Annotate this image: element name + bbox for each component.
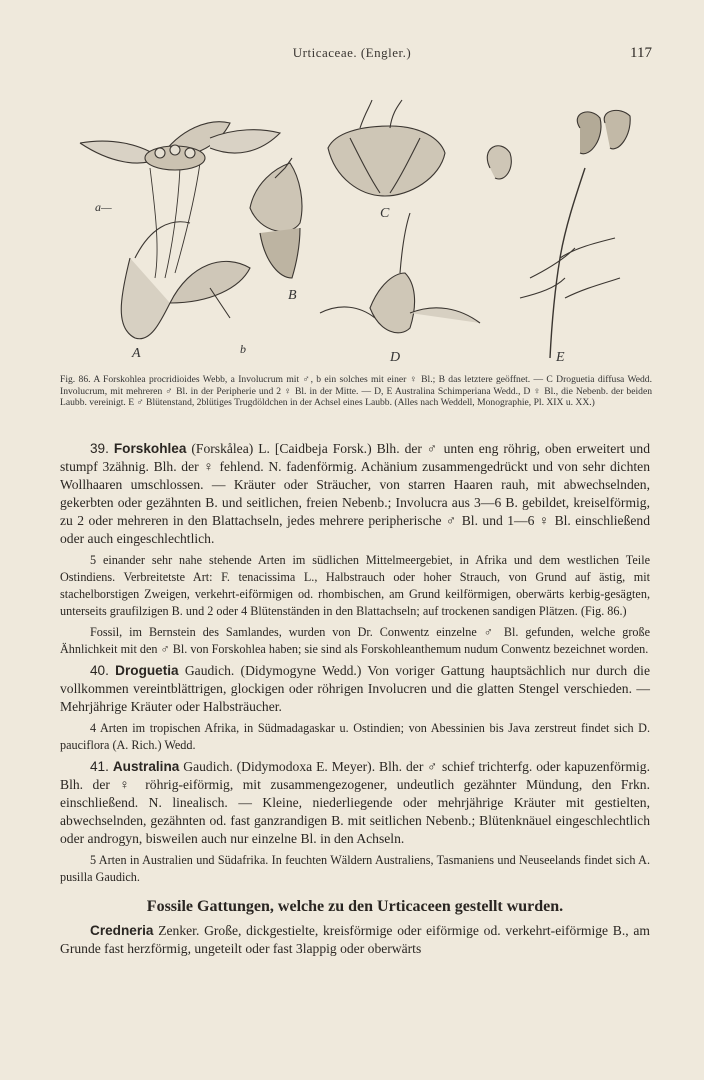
figure-label-C: C — [380, 206, 390, 221]
genus-entry-39 — [60, 440, 650, 548]
plant-d-drawing — [320, 213, 480, 333]
body-text — [60, 440, 650, 958]
figure-label-b: b — [240, 342, 246, 356]
genus-description: Gaudich. (Didymogyne Wedd.) Von voriger Gattung hauptsächlich nur durch die vollkommen vereintblättrigen, glockigen oder röhrigen Involucren und die glatten Stengel verschieden. — Mehrjährige Kräuter oder Halbsträucher. — [60, 663, 650, 714]
genus-name: Credneria — [90, 923, 154, 938]
figure-label-a: a— — [95, 200, 112, 214]
genus-name: Forskohlea — [113, 441, 187, 456]
figure-caption-text: Fig. 86. A Forskohlea procridioides Webb, a Involucrum mit ♂, b ein solches mit einer ♀ Bl.; B das letztere geöffnet. — C Droguetia diffusa Wedd. Involucrum, mit mehreren ♂ Bl. in der Peripherie und 2 ♀ Bl. in der Mitte. — D, E Australina Schimperiana Wedd., D ♀ Bl., die Nebenb. der beiden Laubb. vereinigt. E ♂ Blütenstand, 2blütiges Trugdöldchen in der Achsel eines Laubb. (Alles nach Weddell, Monographie, Pl. XIX u. XX.) — [60, 374, 652, 408]
genus-note: 5 einander sehr nahe stehende Arten im südlichen Mittelmeergebiet, in Afrika und dem westlichen Teile Ostindiens. Verbreitetste Art: F. tenacissima L., Halbstrauch oder hoher Strauch, von Grund auf ästig, mit stachelborstigen Zweigen, verkehrt-eiförmigen od. rhombischen, am Grund keilförmigen, oberwärts kerbig-gesägten, unterseits graufilzigen B. und 2 oder 4 Blütenständen in den Blattachseln; auf trockenen sandigen Plätzen. (Fig. 86.) — [60, 553, 650, 618]
figure-illustration — [60, 98, 660, 370]
section-heading: Fossile Gattungen, welche zu den Urticaceen gestellt wurden. — [146, 898, 564, 915]
plant-c-drawing — [328, 100, 445, 196]
botanical-figure — [60, 98, 660, 370]
page-number: 117 — [630, 45, 652, 61]
running-head: Urticaceae. (Engler.) — [292, 45, 412, 60]
genus-description: Zenker. Große, dickgestielte, kreisförmige oder eiförmige od. verkehrt-eiförmige B., am Grunde fast herzförmig, ungeteilt oder fast 3lappig oder oberwärts — [60, 923, 650, 956]
genus-number: 39. — [90, 441, 109, 456]
figure-label-E: E — [556, 350, 565, 365]
genus-description: Gaudich. (Didymodoxa E. Meyer). Blh. der ♂ schief trichterfg. oder kapuzenförmig. Blh. der ♀ röhrig-eiförmig, mit zusammengezogener, undeutlich gezähnter Mündung, den Frkn. einschließend. N. linealisch. — Kleine, niederliegende oder mehrjährige Kräuter mit gestielten, abwechselnden, gezähnten od. fast ganzrandigen B. mit seitlichen Nebenb.; Blütenknäuel eingeschlechtlich oder androgyn, bisweilen auch nur einzelne Bl. in den Achseln. — [60, 759, 650, 846]
figure-label-D: D — [390, 350, 401, 365]
genus-number: 41. — [90, 759, 109, 774]
plant-e-drawing — [487, 110, 630, 358]
genus-name: Droguetia — [115, 663, 179, 678]
plant-a-drawing — [80, 122, 280, 339]
genus-note: 5 Arten in Australien und Südafrika. In feuchten Wäldern Australiens, Tasmaniens und Neuseelands findet sich A. pusilla Gaudich. — [60, 853, 650, 884]
genus-description: (Forskålea) L. [Caidbeja Forsk.) Blh. der ♂ unten eng röhrig, oben erweitert und stumpf 3zähnig. Blh. der ♀ fehlend. N. fadenförmig. Achänium zusammengedrückt und von sehr dichten Wollhaaren umschlossen. — Kräuter oder Sträucher, von starren Haaren rauh, mit abwechselnden, gekerbten oder gezähnten B. und seitlichen, freien Nebenb.; Involucra aus 3—6 B. gebildet, kreiselförmig, zu 2 oder mehreren in den Blattachseln, jedes mehrere peripherische ♂ Bl. und 1—6 ♀ Bl. einschließend oder auch eingeschlechtlich. — [60, 441, 650, 546]
genus-entry-40 — [60, 662, 650, 716]
figure-label-B: B — [288, 288, 297, 303]
plant-b-drawing — [250, 158, 302, 278]
genus-entry-41 — [60, 758, 650, 848]
figure-label-A: A — [132, 346, 141, 361]
fossil-genus-entry — [60, 922, 650, 958]
genus-number: 40. — [90, 663, 109, 678]
genus-note: 4 Arten im tropischen Afrika, in Südmadagaskar u. Ostindien; von Abessinien bis Java zerstreut findet sich D. pauciflora (A. Rich.) Wedd. — [60, 721, 650, 752]
genus-note: Fossil, im Bernstein des Samlandes, wurden von Dr. Conwentz einzelne ♂ Bl. gefunden, welche große Ähnlichkeit mit den ♂ Bl. von Forskohlea haben; sie sind als Forskohleanthemum nudum Conwentz bezeichnet worden. — [60, 625, 650, 656]
genus-name: Australina — [112, 759, 180, 774]
figure-caption — [60, 374, 652, 409]
